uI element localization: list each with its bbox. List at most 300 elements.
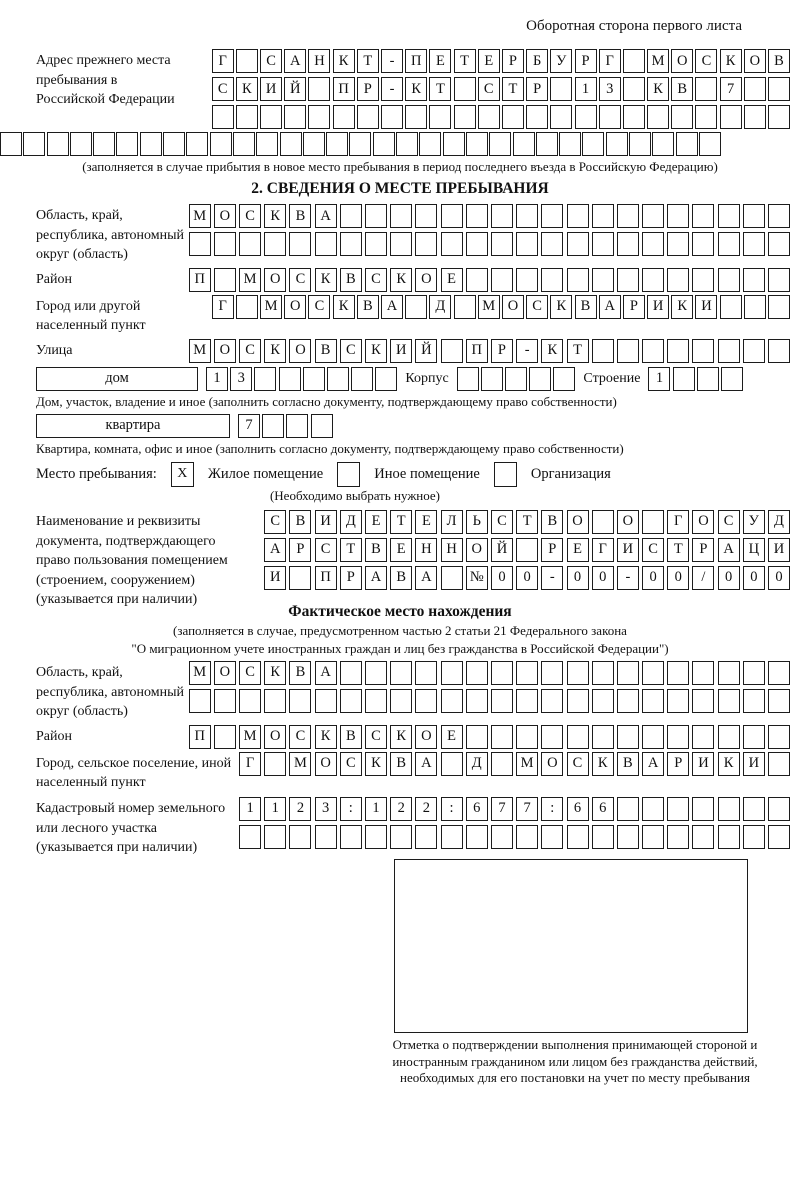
char-cell[interactable] — [617, 725, 639, 749]
char-cell[interactable]: М — [189, 204, 211, 228]
char-cell[interactable] — [23, 132, 45, 156]
char-cell[interactable] — [541, 204, 563, 228]
char-cell[interactable] — [289, 825, 311, 849]
char-cell[interactable] — [441, 825, 463, 849]
char-cell[interactable] — [592, 510, 614, 534]
char-cell[interactable]: В — [390, 566, 412, 590]
char-cell[interactable]: Р — [575, 49, 597, 73]
char-cell[interactable]: 0 — [516, 566, 538, 590]
char-cell[interactable]: С — [365, 725, 387, 749]
char-cell[interactable] — [441, 339, 463, 363]
char-cell[interactable] — [481, 367, 503, 391]
char-cell[interactable] — [419, 132, 441, 156]
char-cell[interactable] — [351, 367, 373, 391]
char-cell[interactable]: Г — [599, 49, 621, 73]
char-cell[interactable] — [466, 232, 488, 256]
char-cell[interactable]: К — [333, 49, 355, 73]
char-cell[interactable] — [415, 689, 437, 713]
char-cell[interactable]: К — [671, 295, 693, 319]
char-cell[interactable]: С — [239, 339, 261, 363]
char-cell[interactable] — [415, 661, 437, 685]
char-cell[interactable]: А — [642, 752, 664, 776]
char-cell[interactable] — [441, 752, 463, 776]
char-cell[interactable] — [743, 232, 765, 256]
char-cell[interactable] — [575, 105, 597, 129]
char-cell[interactable] — [340, 689, 362, 713]
char-cell[interactable]: О — [214, 339, 236, 363]
char-cell[interactable]: О — [617, 510, 639, 534]
char-cell[interactable]: И — [260, 77, 282, 101]
char-cell[interactable] — [516, 725, 538, 749]
char-cell[interactable] — [768, 295, 790, 319]
char-cell[interactable] — [516, 689, 538, 713]
char-cell[interactable] — [642, 825, 664, 849]
char-cell[interactable]: О — [692, 510, 714, 534]
char-cell[interactable]: В — [289, 661, 311, 685]
char-cell[interactable]: Т — [429, 77, 451, 101]
char-cell[interactable] — [720, 105, 742, 129]
char-cell[interactable]: К — [647, 77, 669, 101]
char-cell[interactable]: У — [743, 510, 765, 534]
char-cell[interactable] — [642, 725, 664, 749]
char-cell[interactable] — [214, 689, 236, 713]
char-cell[interactable] — [214, 268, 236, 292]
char-cell[interactable] — [239, 689, 261, 713]
char-cell[interactable] — [526, 105, 548, 129]
char-cell[interactable]: 0 — [768, 566, 790, 590]
char-cell[interactable] — [214, 725, 236, 749]
char-cell[interactable] — [466, 661, 488, 685]
char-cell[interactable] — [541, 825, 563, 849]
char-cell[interactable]: Е — [390, 538, 412, 562]
char-cell[interactable]: С — [264, 510, 286, 534]
char-cell[interactable] — [647, 105, 669, 129]
char-cell[interactable]: С — [212, 77, 234, 101]
char-cell[interactable]: М — [647, 49, 669, 73]
char-cell[interactable]: К — [592, 752, 614, 776]
char-cell[interactable]: Д — [340, 510, 362, 534]
char-cell[interactable] — [264, 825, 286, 849]
char-cell[interactable] — [617, 339, 639, 363]
char-cell[interactable] — [365, 689, 387, 713]
char-cell[interactable] — [513, 132, 535, 156]
char-cell[interactable] — [718, 204, 740, 228]
char-cell[interactable]: М — [239, 725, 261, 749]
char-cell[interactable] — [340, 661, 362, 685]
char-cell[interactable] — [489, 132, 511, 156]
char-cell[interactable]: А — [315, 204, 337, 228]
char-cell[interactable]: 3 — [599, 77, 621, 101]
char-cell[interactable] — [692, 268, 714, 292]
char-cell[interactable]: О — [315, 752, 337, 776]
char-cell[interactable]: Р — [340, 566, 362, 590]
char-cell[interactable]: Л — [441, 510, 463, 534]
char-cell[interactable] — [441, 232, 463, 256]
char-cell[interactable]: Ц — [743, 538, 765, 562]
char-cell[interactable]: 1 — [575, 77, 597, 101]
char-cell[interactable] — [743, 268, 765, 292]
char-cell[interactable]: Д — [466, 752, 488, 776]
char-cell[interactable]: 1 — [264, 797, 286, 821]
char-cell[interactable] — [491, 661, 513, 685]
char-cell[interactable] — [718, 661, 740, 685]
char-cell[interactable] — [415, 232, 437, 256]
char-cell[interactable] — [744, 105, 766, 129]
char-cell[interactable]: М — [478, 295, 500, 319]
char-cell[interactable] — [308, 77, 330, 101]
char-cell[interactable] — [303, 367, 325, 391]
char-cell[interactable] — [592, 825, 614, 849]
char-cell[interactable]: 1 — [206, 367, 228, 391]
char-cell[interactable]: О — [502, 295, 524, 319]
char-cell[interactable] — [236, 295, 258, 319]
char-cell[interactable] — [210, 132, 232, 156]
char-cell[interactable] — [559, 132, 581, 156]
char-cell[interactable] — [768, 752, 790, 776]
char-cell[interactable] — [592, 339, 614, 363]
char-cell[interactable] — [667, 204, 689, 228]
char-cell[interactable] — [642, 268, 664, 292]
char-cell[interactable]: 2 — [415, 797, 437, 821]
char-cell[interactable] — [642, 339, 664, 363]
char-cell[interactable]: С — [642, 538, 664, 562]
char-cell[interactable] — [340, 232, 362, 256]
checkbox-inoe[interactable] — [337, 462, 360, 487]
char-cell[interactable]: - — [617, 566, 639, 590]
char-cell[interactable]: Р — [541, 538, 563, 562]
char-cell[interactable]: О — [567, 510, 589, 534]
char-cell[interactable]: И — [647, 295, 669, 319]
char-cell[interactable]: П — [466, 339, 488, 363]
char-cell[interactable] — [768, 77, 790, 101]
char-cell[interactable]: К — [720, 49, 742, 73]
char-cell[interactable]: М — [239, 268, 261, 292]
char-cell[interactable]: Г — [212, 49, 234, 73]
char-cell[interactable]: Й — [415, 339, 437, 363]
char-cell[interactable] — [642, 510, 664, 534]
char-cell[interactable] — [695, 77, 717, 101]
char-cell[interactable] — [671, 105, 693, 129]
char-cell[interactable]: В — [357, 295, 379, 319]
char-cell[interactable]: П — [333, 77, 355, 101]
char-cell[interactable] — [466, 204, 488, 228]
char-cell[interactable] — [516, 661, 538, 685]
char-cell[interactable]: К — [264, 204, 286, 228]
char-cell[interactable] — [695, 105, 717, 129]
char-cell[interactable]: К — [264, 661, 286, 685]
char-cell[interactable]: С — [289, 725, 311, 749]
char-cell[interactable]: О — [284, 295, 306, 319]
char-cell[interactable] — [718, 339, 740, 363]
char-cell[interactable]: О — [415, 725, 437, 749]
char-cell[interactable]: О — [214, 204, 236, 228]
char-cell[interactable] — [340, 204, 362, 228]
char-cell[interactable] — [721, 367, 743, 391]
char-cell[interactable]: - — [541, 566, 563, 590]
char-cell[interactable] — [667, 797, 689, 821]
char-cell[interactable] — [617, 797, 639, 821]
char-cell[interactable] — [582, 132, 604, 156]
char-cell[interactable]: О — [264, 268, 286, 292]
char-cell[interactable] — [466, 689, 488, 713]
char-cell[interactable]: К — [315, 268, 337, 292]
char-cell[interactable]: Н — [415, 538, 437, 562]
char-cell[interactable] — [262, 414, 284, 438]
char-cell[interactable] — [529, 367, 551, 391]
char-cell[interactable] — [642, 797, 664, 821]
char-cell[interactable]: Р — [667, 752, 689, 776]
char-cell[interactable] — [516, 538, 538, 562]
char-cell[interactable] — [592, 204, 614, 228]
char-cell[interactable] — [214, 232, 236, 256]
char-cell[interactable]: 6 — [466, 797, 488, 821]
char-cell[interactable] — [140, 132, 162, 156]
char-cell[interactable]: Е — [441, 268, 463, 292]
char-cell[interactable] — [429, 105, 451, 129]
char-cell[interactable]: М — [260, 295, 282, 319]
char-cell[interactable] — [567, 232, 589, 256]
char-cell[interactable]: Р — [357, 77, 379, 101]
char-cell[interactable] — [667, 825, 689, 849]
char-cell[interactable] — [390, 825, 412, 849]
char-cell[interactable]: 0 — [743, 566, 765, 590]
char-cell[interactable] — [163, 132, 185, 156]
char-cell[interactable]: О — [466, 538, 488, 562]
char-cell[interactable]: И — [695, 295, 717, 319]
char-cell[interactable]: А — [599, 295, 621, 319]
char-cell[interactable]: О — [541, 752, 563, 776]
char-cell[interactable] — [116, 132, 138, 156]
char-cell[interactable]: И — [743, 752, 765, 776]
char-cell[interactable]: - — [381, 49, 403, 73]
char-cell[interactable] — [642, 204, 664, 228]
char-cell[interactable] — [454, 295, 476, 319]
char-cell[interactable] — [381, 105, 403, 129]
char-cell[interactable] — [516, 232, 538, 256]
char-cell[interactable] — [279, 367, 301, 391]
char-cell[interactable]: А — [415, 752, 437, 776]
char-cell[interactable]: М — [516, 752, 538, 776]
char-cell[interactable] — [692, 725, 714, 749]
char-cell[interactable] — [357, 105, 379, 129]
char-cell[interactable] — [390, 661, 412, 685]
char-cell[interactable]: У — [550, 49, 572, 73]
char-cell[interactable] — [466, 132, 488, 156]
char-cell[interactable] — [93, 132, 115, 156]
char-cell[interactable] — [264, 232, 286, 256]
char-cell[interactable]: С — [260, 49, 282, 73]
char-cell[interactable]: Р — [623, 295, 645, 319]
char-cell[interactable]: Г — [212, 295, 234, 319]
char-cell[interactable]: С — [491, 510, 513, 534]
char-cell[interactable] — [239, 232, 261, 256]
char-cell[interactable] — [264, 752, 286, 776]
char-cell[interactable] — [617, 825, 639, 849]
char-cell[interactable] — [415, 204, 437, 228]
char-cell[interactable] — [692, 661, 714, 685]
char-cell[interactable] — [541, 689, 563, 713]
char-cell[interactable] — [541, 232, 563, 256]
char-cell[interactable]: К — [550, 295, 572, 319]
char-cell[interactable]: К — [236, 77, 258, 101]
char-cell[interactable] — [405, 295, 427, 319]
char-cell[interactable]: И — [617, 538, 639, 562]
char-cell[interactable] — [536, 132, 558, 156]
char-cell[interactable] — [491, 825, 513, 849]
char-cell[interactable]: Е — [415, 510, 437, 534]
char-cell[interactable] — [289, 232, 311, 256]
char-cell[interactable] — [478, 105, 500, 129]
char-cell[interactable]: Г — [592, 538, 614, 562]
char-cell[interactable]: Е — [429, 49, 451, 73]
char-cell[interactable]: 1 — [365, 797, 387, 821]
char-cell[interactable] — [667, 268, 689, 292]
char-cell[interactable]: Р — [491, 339, 513, 363]
char-cell[interactable] — [189, 232, 211, 256]
char-cell[interactable] — [667, 725, 689, 749]
char-cell[interactable] — [667, 689, 689, 713]
char-cell[interactable]: В — [340, 725, 362, 749]
char-cell[interactable]: О — [671, 49, 693, 73]
char-cell[interactable] — [189, 689, 211, 713]
char-cell[interactable]: Н — [308, 49, 330, 73]
char-cell[interactable] — [692, 825, 714, 849]
char-cell[interactable] — [541, 268, 563, 292]
char-cell[interactable] — [629, 132, 651, 156]
checkbox-organizatsiya[interactable] — [494, 462, 517, 487]
char-cell[interactable] — [617, 661, 639, 685]
char-cell[interactable]: 0 — [592, 566, 614, 590]
char-cell[interactable]: С — [315, 538, 337, 562]
char-cell[interactable] — [236, 105, 258, 129]
char-cell[interactable]: Т — [390, 510, 412, 534]
char-cell[interactable] — [743, 204, 765, 228]
char-cell[interactable]: А — [284, 49, 306, 73]
char-cell[interactable] — [289, 689, 311, 713]
char-cell[interactable]: А — [264, 538, 286, 562]
char-cell[interactable] — [308, 105, 330, 129]
char-cell[interactable]: В — [365, 538, 387, 562]
char-cell[interactable] — [454, 77, 476, 101]
char-cell[interactable]: А — [315, 661, 337, 685]
char-cell[interactable] — [718, 825, 740, 849]
char-cell[interactable]: 0 — [642, 566, 664, 590]
char-cell[interactable] — [592, 661, 614, 685]
char-cell[interactable] — [390, 232, 412, 256]
char-cell[interactable]: А — [415, 566, 437, 590]
char-cell[interactable] — [743, 689, 765, 713]
char-cell[interactable]: О — [214, 661, 236, 685]
char-cell[interactable]: Р — [692, 538, 714, 562]
char-cell[interactable]: Т — [502, 77, 524, 101]
char-cell[interactable] — [365, 204, 387, 228]
char-cell[interactable] — [280, 132, 302, 156]
char-cell[interactable]: 0 — [667, 566, 689, 590]
char-cell[interactable]: : — [441, 797, 463, 821]
char-cell[interactable]: И — [390, 339, 412, 363]
char-cell[interactable]: В — [541, 510, 563, 534]
char-cell[interactable] — [239, 825, 261, 849]
char-cell[interactable] — [718, 725, 740, 749]
char-cell[interactable]: - — [516, 339, 538, 363]
char-cell[interactable] — [375, 367, 397, 391]
char-cell[interactable] — [718, 232, 740, 256]
char-cell[interactable] — [642, 661, 664, 685]
char-cell[interactable]: Т — [340, 538, 362, 562]
char-cell[interactable] — [441, 204, 463, 228]
char-cell[interactable] — [333, 105, 355, 129]
char-cell[interactable]: 6 — [592, 797, 614, 821]
char-cell[interactable]: С — [340, 752, 362, 776]
char-cell[interactable]: 0 — [567, 566, 589, 590]
char-cell[interactable] — [327, 367, 349, 391]
char-cell[interactable]: В — [617, 752, 639, 776]
char-cell[interactable]: С — [239, 661, 261, 685]
char-cell[interactable] — [692, 204, 714, 228]
char-cell[interactable]: М — [289, 752, 311, 776]
char-cell[interactable] — [466, 725, 488, 749]
char-cell[interactable]: М — [189, 339, 211, 363]
char-cell[interactable] — [550, 105, 572, 129]
char-cell[interactable]: И — [315, 510, 337, 534]
char-cell[interactable] — [286, 414, 308, 438]
char-cell[interactable]: С — [365, 268, 387, 292]
char-cell[interactable]: 0 — [718, 566, 740, 590]
char-cell[interactable]: 0 — [491, 566, 513, 590]
char-cell[interactable] — [667, 661, 689, 685]
char-cell[interactable] — [673, 367, 695, 391]
char-cell[interactable]: 7 — [720, 77, 742, 101]
char-cell[interactable]: Г — [667, 510, 689, 534]
char-cell[interactable] — [373, 132, 395, 156]
char-cell[interactable] — [768, 689, 790, 713]
char-cell[interactable] — [457, 367, 479, 391]
char-cell[interactable]: О — [289, 339, 311, 363]
char-cell[interactable] — [491, 268, 513, 292]
char-cell[interactable]: К — [264, 339, 286, 363]
char-cell[interactable]: Р — [289, 538, 311, 562]
char-cell[interactable] — [692, 689, 714, 713]
char-cell[interactable] — [491, 232, 513, 256]
char-cell[interactable] — [592, 232, 614, 256]
char-cell[interactable] — [642, 232, 664, 256]
char-cell[interactable] — [349, 132, 371, 156]
char-cell[interactable]: В — [575, 295, 597, 319]
char-cell[interactable] — [260, 105, 282, 129]
char-cell[interactable] — [505, 367, 527, 391]
char-cell[interactable] — [491, 204, 513, 228]
char-cell[interactable]: С — [567, 752, 589, 776]
char-cell[interactable] — [768, 661, 790, 685]
char-cell[interactable] — [617, 689, 639, 713]
char-cell[interactable] — [284, 105, 306, 129]
char-cell[interactable] — [454, 105, 476, 129]
char-cell[interactable]: О — [744, 49, 766, 73]
char-cell[interactable] — [768, 232, 790, 256]
char-cell[interactable] — [396, 132, 418, 156]
char-cell[interactable]: Е — [567, 538, 589, 562]
char-cell[interactable]: С — [718, 510, 740, 534]
char-cell[interactable] — [186, 132, 208, 156]
char-cell[interactable] — [70, 132, 92, 156]
char-cell[interactable]: П — [189, 725, 211, 749]
char-cell[interactable] — [567, 661, 589, 685]
char-cell[interactable] — [692, 797, 714, 821]
char-cell[interactable] — [768, 825, 790, 849]
char-cell[interactable]: А — [381, 295, 403, 319]
char-cell[interactable]: 7 — [238, 414, 260, 438]
char-cell[interactable]: С — [239, 204, 261, 228]
